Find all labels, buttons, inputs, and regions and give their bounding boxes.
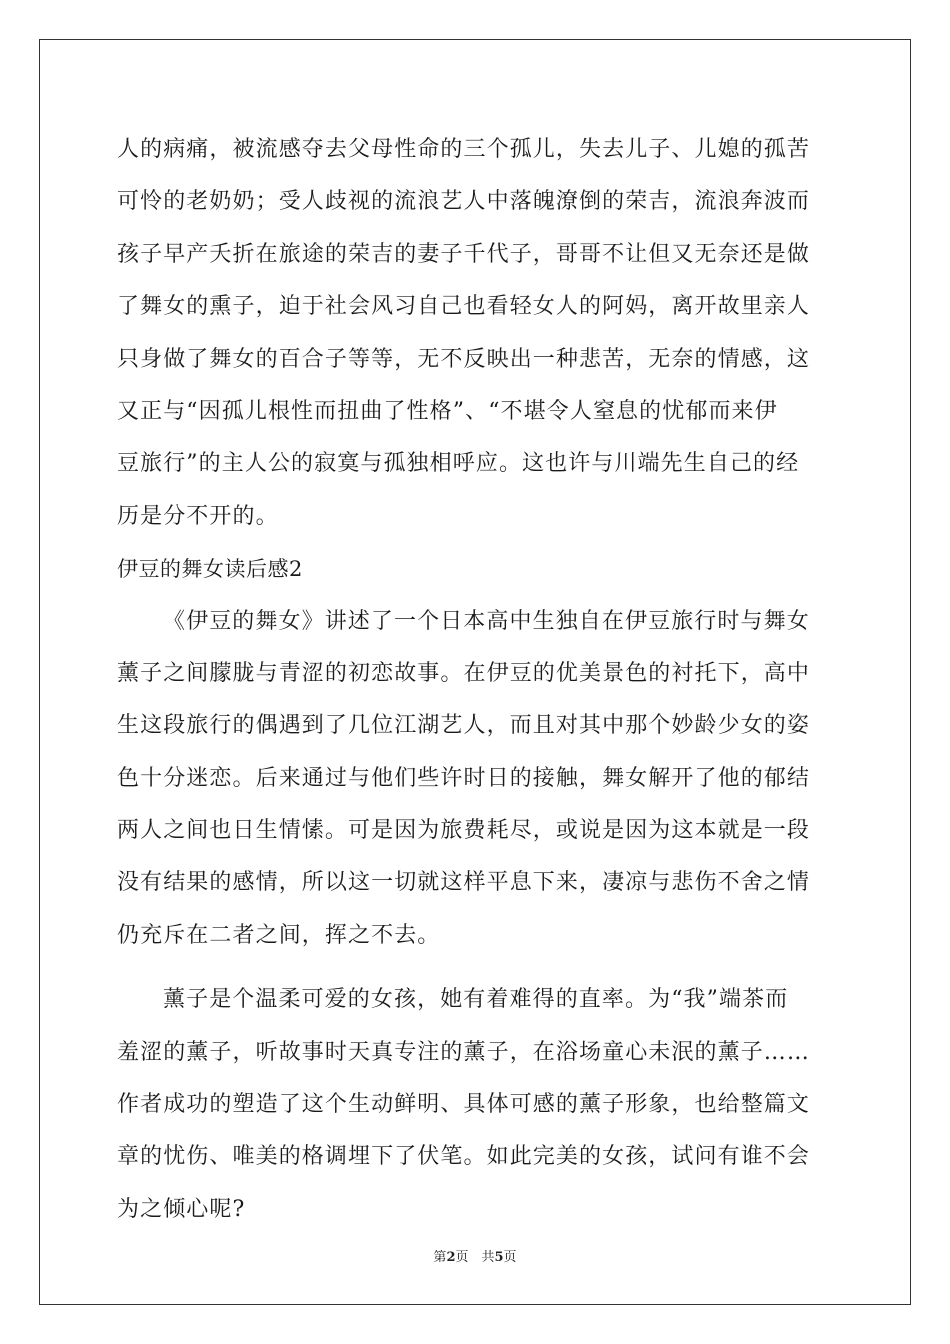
text-line: 两人之间也日生情愫。可是因为旅费耗尽，或说是因为这本就是一段 bbox=[117, 818, 811, 844]
text-line: 作者成功的塑造了这个生动鲜明、具体可感的薰子形象，也给整篇文 bbox=[117, 1092, 811, 1118]
text-line: 薰子是个温柔可爱的女孩，她有着难得的直率。为“我”端茶而 bbox=[163, 987, 789, 1013]
text-line: 人的病痛，被流感夺去父母性命的三个孤儿，失去儿子、儿媳的孤苦 bbox=[117, 137, 811, 162]
text-line: 没有结果的感情，所以这一切就这样平息下来，凄凉与悲伤不舍之情 bbox=[117, 870, 811, 896]
document-body bbox=[117, 124, 837, 1236]
text-line: 豆旅行”的主人公的寂寞与孤独相呼应。这也许与川端先生自己的经 bbox=[117, 451, 800, 477]
paragraph-1 bbox=[117, 124, 837, 543]
text-line: 只身做了舞女的百合子等等，无不反映出一种悲苦，无奈的情感，这 bbox=[117, 346, 811, 372]
text-line: 又正与“因孤儿根性而扭曲了性格”、“不堪令人窒息的忧郁而来伊 bbox=[117, 398, 778, 424]
text-line: 仍充斥在二者之间，挥之不去。 bbox=[117, 922, 441, 948]
text-line: 薰子之间朦胧与青涩的初恋故事。在伊豆的优美景色的衬托下，高中 bbox=[117, 660, 811, 686]
paragraph-3 bbox=[117, 974, 837, 1236]
section-title: 伊豆的舞女读后感2 bbox=[117, 557, 303, 582]
text-line: 色十分迷恋。后来通过与他们些许时日的接触，舞女解开了他的郁结 bbox=[117, 765, 811, 791]
paragraph-2 bbox=[117, 596, 837, 963]
text-line: 了舞女的熏子，迫于社会风习自己也看轻女人的阿妈，离开故里亲人 bbox=[117, 294, 811, 320]
total-page-number: 5 bbox=[494, 1250, 504, 1265]
text-line: 孩子早产夭折在旅途的荣吉的妻子千代子，哥哥不让但又无奈还是做 bbox=[117, 241, 811, 267]
text-line: 为之倾心呢? bbox=[117, 1196, 246, 1222]
footer-prefix: 第 bbox=[433, 1250, 447, 1265]
text-line: 历是分不开的。 bbox=[117, 503, 279, 529]
text-line: 章的忧伤、唯美的格调埋下了伏笔。如此完美的女孩，试问有谁不会 bbox=[117, 1144, 811, 1170]
footer-suffix: 页 bbox=[503, 1250, 517, 1265]
text-line: 羞涩的薰子，听故事时天真专注的薰子，在浴场童心未泯的薰子…… bbox=[117, 1039, 811, 1065]
text-line: 《伊豆的舞女》讲述了一个日本高中生独自在伊豆旅行时与舞女 bbox=[163, 608, 810, 634]
footer-middle: 页 共 bbox=[455, 1250, 495, 1265]
current-page-number: 2 bbox=[446, 1250, 456, 1265]
page-footer bbox=[0, 1246, 950, 1265]
text-line: 可怜的老奶奶；受人歧视的流浪艺人中落魄潦倒的荣吉，流浪奔波而 bbox=[117, 189, 811, 215]
paragraph-gap bbox=[117, 962, 837, 974]
text-line: 生这段旅行的偶遇到了几位江湖艺人，而且对其中那个妙龄少女的姿 bbox=[117, 713, 811, 739]
